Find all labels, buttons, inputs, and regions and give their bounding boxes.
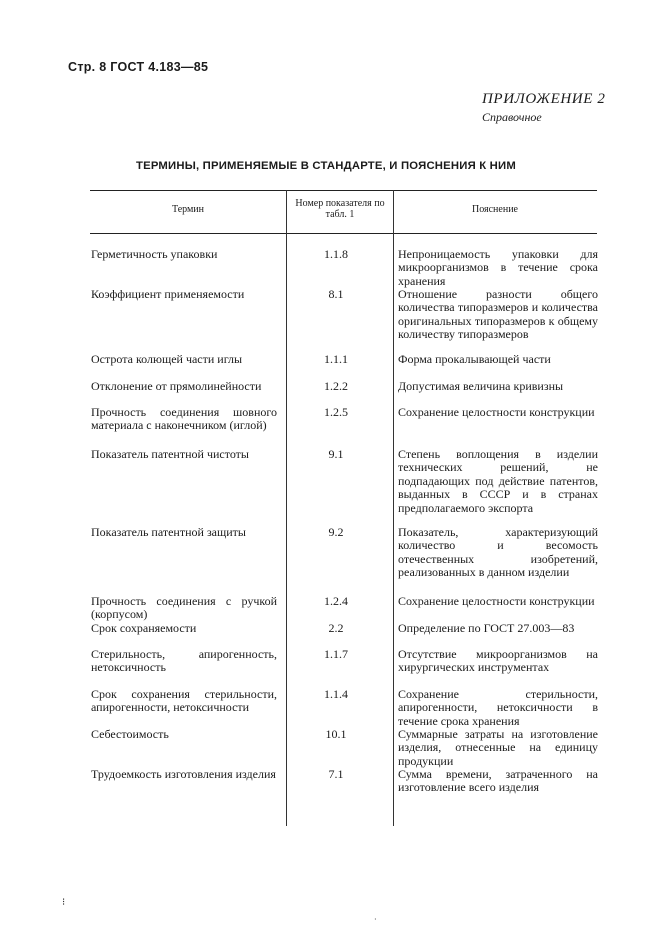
table-row-number: 9.1 bbox=[328, 447, 344, 461]
scan-mark: ⁝ bbox=[62, 897, 66, 908]
table-row-term: Прочность соединения с ручкой (корпусом) bbox=[91, 594, 277, 622]
header-term: Термин bbox=[171, 204, 205, 215]
table-row-term: Стерильность, апирогенность, нетоксичность bbox=[91, 647, 277, 675]
header-number: Номер показателя по табл. 1 bbox=[295, 198, 385, 220]
table-row-number: 1.2.5 bbox=[324, 405, 348, 419]
table-row-number: 1.1.4 bbox=[324, 687, 348, 701]
table-row-term: Прочность соединения шовного материала с наконечником (иглой) bbox=[91, 405, 277, 433]
table-row-explanation: Сохранение целостности конструкции bbox=[398, 405, 595, 419]
table-top-rule bbox=[90, 190, 597, 191]
table-row-term: Себестоимость bbox=[91, 727, 169, 741]
appendix-title: ПРИЛОЖЕНИЕ 2 bbox=[482, 91, 606, 107]
column-divider-2 bbox=[393, 190, 394, 826]
table-row-term: Показатель патентной чистоты bbox=[91, 447, 249, 461]
column-divider-1 bbox=[286, 190, 287, 826]
appendix-subtitle: Справочное bbox=[482, 110, 542, 124]
table-row-explanation: Сохранение целостности конструкции bbox=[398, 594, 595, 608]
table-row-number: 8.1 bbox=[328, 287, 344, 301]
table-row-explanation: Форма прокалывающей части bbox=[398, 352, 551, 366]
table-row-term: Коэффициент применяемости bbox=[91, 287, 245, 301]
table-row-number: 7.1 bbox=[328, 767, 344, 781]
table-row-number: 1.1.8 bbox=[324, 247, 348, 261]
table-row-number: 2.2 bbox=[328, 621, 344, 635]
table-row-term: Острота колющей части иглы bbox=[91, 352, 243, 366]
table-row-explanation: Суммарные затраты на изготовление изделия, отнесенные на единицу продукции bbox=[398, 727, 598, 768]
header-explanation: Пояснение bbox=[471, 204, 518, 215]
table-row-explanation: Сумма времени, затраченного на изготовление всего изделия bbox=[398, 767, 598, 795]
document-title: ТЕРМИНЫ, ПРИМЕНЯЕМЫЕ В СТАНДАРТЕ, И ПОЯСНЕНИЯ К НИМ bbox=[136, 160, 516, 172]
table-row-explanation: Показатель, характеризующий количество и весомость отечественных изобретений, реализованных в данном изделии bbox=[398, 525, 598, 580]
table-row-explanation: Отсутствие микроорганизмов на хирургических инструментах bbox=[398, 647, 598, 675]
table-row-term: Срок сохранения стерильности, апирогенности, нетоксичности bbox=[91, 687, 277, 715]
table-row-number: 9.2 bbox=[328, 525, 344, 539]
table-row-term: Трудоемкость изготовления изделия bbox=[91, 767, 276, 781]
table-row-explanation: Сохранение стерильности, апирогенности, нетоксичности в течение срока хранения bbox=[398, 687, 598, 728]
table-row-term: Показатель патентной защиты bbox=[91, 525, 246, 539]
table-row-explanation: Отношение разности общего количества типоразмеров и количества оригинальных типоразмеров к общему количеству типоразмеров bbox=[398, 287, 598, 342]
scan-dot: · bbox=[374, 915, 377, 924]
table-row-explanation: Допустимая величина кривизны bbox=[398, 379, 564, 393]
table-row-term: Герметичность упаковки bbox=[91, 247, 218, 261]
table-row-number: 1.2.4 bbox=[324, 594, 348, 608]
table-row-number: 1.2.2 bbox=[324, 379, 348, 393]
table-row-number: 1.1.1 bbox=[324, 352, 348, 366]
table-row-term: Срок сохраняемости bbox=[91, 621, 197, 635]
table-row-explanation: Степень воплощения в изделии технических решений, не подпадающих под действие патентов, выданных в СССР и в странах предполагаемого экспорта bbox=[398, 447, 598, 515]
table-row-number: 1.1.7 bbox=[324, 647, 348, 661]
table-row-term: Отклонение от прямолинейности bbox=[91, 379, 262, 393]
page-header: Стр. 8 ГОСТ 4.183—85 bbox=[68, 60, 209, 74]
table-row-explanation: Непроницаемость упаковки для микроорганизмов в течение срока хранения bbox=[398, 247, 598, 288]
table-header-rule bbox=[90, 233, 597, 234]
table-row-number: 10.1 bbox=[325, 727, 347, 741]
table-row-explanation: Определение по ГОСТ 27.003—83 bbox=[398, 621, 575, 635]
